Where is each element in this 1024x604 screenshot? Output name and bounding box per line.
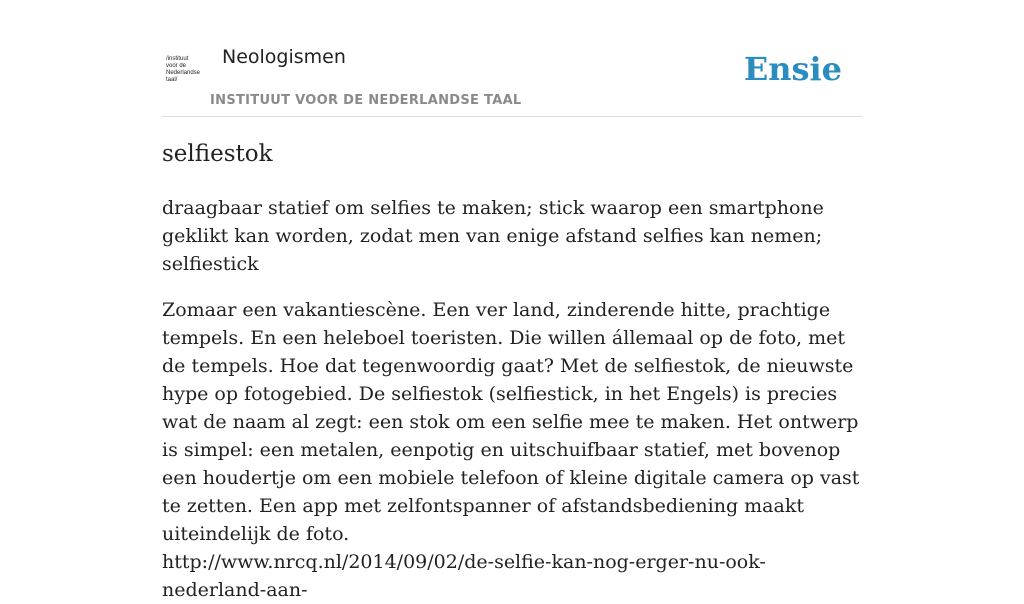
- entry-body-text: Zomaar een vakantiescène. Een ver land, zinderende hitte, prachtige tempels. En een heleboel toeristen. Die willen állemaal op de foto, met de tempels. Hoe dat tegenwoordig gaat? Met de selfiestok, de nieuwste hype op fotogebied. De selfiestok (selfiestick, in het Engels) is precies wat de naam al zegt: een stok om een selfie mee te maken. Het ontwerp is simpel: een metalen, eenpotig en uitschuifbaar statief, met bovenop een houdertje om een mobiele telefoon of kleine digitale camera op vast te zetten. Een app met zelfontspanner of afstandsbediening maakt uiteindelijk de foto.: [162, 299, 860, 545]
- institute-logo[interactable]: [166, 56, 208, 90]
- entry-body: [162, 296, 862, 604]
- logo-line: /instituut: [166, 56, 189, 62]
- site-subtitle: INSTITUUT VOOR DE NEDERLANDSE TAAL: [210, 93, 522, 108]
- site-header: [162, 40, 862, 117]
- logo-line: taal/: [166, 77, 178, 83]
- site-title-link[interactable]: Neologismen: [222, 46, 346, 68]
- entry-content: [162, 138, 862, 604]
- ensie-brand-link[interactable]: Ensie: [743, 50, 842, 88]
- logo-line: Nederlandse: [166, 70, 201, 76]
- entry-title: selfiestok: [162, 141, 273, 167]
- source-link[interactable]: http://www.nrcq.nl/2014/09/02/de-selfie-kan-nog-erger-nu-ook-nederland-aan-: [162, 551, 766, 601]
- entry-definition: draagbaar statief om selfies te maken; stick waarop een smartphone geklikt kan worden, zodat men van enige afstand selfies kan nemen; selfiestick: [162, 197, 824, 275]
- logo-line: voor de: [166, 63, 187, 69]
